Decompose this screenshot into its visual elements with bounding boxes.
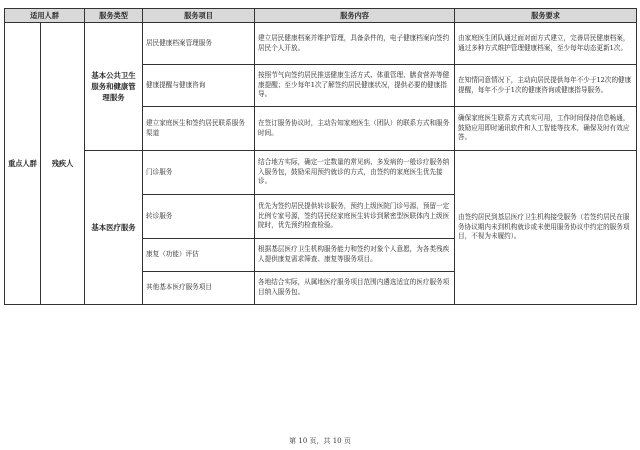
service-item-cell: 健康提醒与健康咨询 (143, 65, 255, 107)
header-service-item: 服务项目 (143, 9, 255, 23)
service-item-cell: 其他基本医疗服务项目 (143, 272, 255, 305)
service-item-cell: 康复（功能）评估 (143, 239, 255, 272)
service-content-cell: 结合地方实际，确定一定数量的常见病、多发病的一般诊疗服务纳入服务包，鼓励采用预约就诊的方式，由签约的家庭医生优先接诊。 (255, 151, 455, 195)
population-group-cell: 重点人群 (5, 23, 41, 305)
service-content-cell: 建立居民健康档案并维护管理，具备条件的，电子健康档案向签约居民个人开放。 (255, 23, 455, 65)
header-service-requirement: 服务要求 (455, 9, 637, 23)
header-population: 适用人群 (5, 9, 85, 23)
service-item-cell: 建立家庭医生和签约居民联系服务渠道 (143, 107, 255, 151)
header-service-content: 服务内容 (255, 9, 455, 23)
service-requirement-cell: 在知情同意情况下，主动向居民提供每年不少于12次的健康提醒，每年不少于1次的健康咨询或健康指导服务。 (455, 65, 637, 107)
page-footer: 第 10 页，共 10 页 (289, 437, 351, 445)
service-item-cell: 居民健康档案管理服务 (143, 23, 255, 65)
table-row (5, 151, 637, 195)
service-item-cell: 转诊服务 (143, 195, 255, 239)
table-header-row (5, 9, 637, 23)
category-public-health: 基本公共卫生服务和健康管理服务 (85, 23, 143, 151)
service-table (4, 8, 637, 305)
service-requirement-cell: 由签约居民到基层医疗卫生机构接受服务（若签约居民在服务协议期内未到机构就诊或未使用服务协议中约定的服务项目，不视为未履约）。 (455, 151, 637, 305)
service-content-cell: 各地结合实际，从属地医疗服务项目范围内遴选适宜的医疗服务项目纳入服务包。 (255, 272, 455, 305)
service-content-cell: 按照节气向签约居民推送健康生活方式、体重管理、膳食营养等健康提醒；至少每年1次了解签约居民健康状况，提供必要的健康指导。 (255, 65, 455, 107)
service-requirement-cell: 由家庭医生团队通过面对面方式建立，完善居民健康档案，通过多种方式维护管理健康档案，至少每年动态更新1次。 (455, 23, 637, 65)
service-content-cell: 在签订服务协议时，主动告知家庭医生（团队）的联系方式和服务时间。 (255, 107, 455, 151)
population-sub-cell: 残疾人 (41, 23, 85, 305)
category-medical: 基本医疗服务 (85, 151, 143, 305)
table-row (5, 23, 637, 65)
service-content-cell: 根据基层医疗卫生机构服务能力和签约对象个人意愿，为各类残疾人提供康复需求筛查、康复等服务项目。 (255, 239, 455, 272)
header-service-type: 服务类型 (85, 9, 143, 23)
service-requirement-cell: 确保家庭医生联系方式真实可用，工作时间保持信息畅通，鼓励应用即时通讯软件和人工智能等技术，确保及时有效应答。 (455, 107, 637, 151)
service-item-cell: 门诊服务 (143, 151, 255, 195)
service-content-cell: 优先为签约居民提供转诊服务，预约上级医院门诊号源，预留一定比例专家号源，签约居民经家庭医生转诊到紧密型医联体内上级医院时，优先预约检查检验。 (255, 195, 455, 239)
